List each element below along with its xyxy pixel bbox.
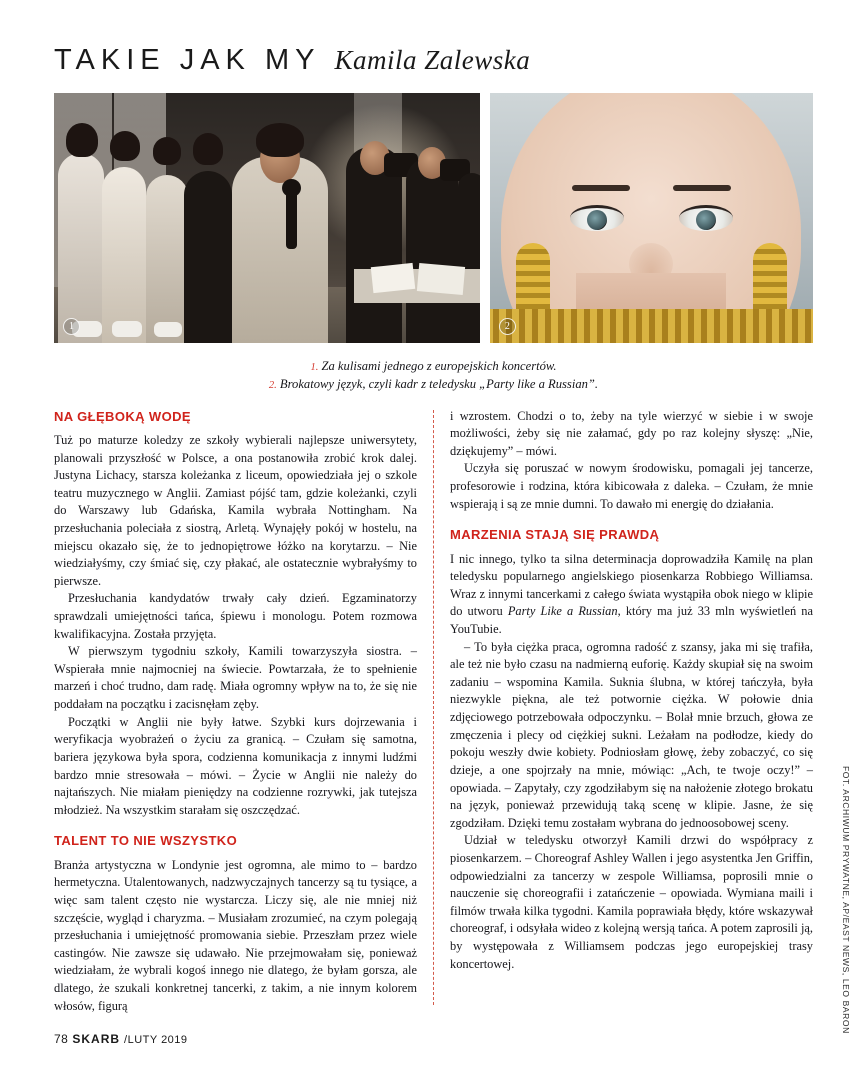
caption-text-2: Brokatowy język, czyli kadr z teledysku „Party like a Russian”. [279, 377, 599, 392]
paragraph: I nic innego, tylko ta silna determinacja doprowadziła Kamilę na plan teledysku popularnego angielskiego piosenkarza Robbiego Williamsa. Wraz z innymi tancerkami z całego świata wystąpiła obok niego w klipie do utworu Party Like a Russian, który ma już 33 mln wyświetleń na YouTubie. [450, 551, 813, 637]
caption-1 [54, 357, 813, 375]
paragraph: Tuż po maturze koledzy ze szkoły wybierali najlepsze uniwersytety, planowali przyszłość w Polsce, a ona postanowiła zrobić krok dalej. Justyna Lichacy, starsza koleżanka z liceum, opowiedziała jej o szkole teatru muzycznego w Anglii. Zamiast pójść tam, gdzie koleżanki, czyli do Warszawy lub Gdańska, Kamila wybrała Nottingham. Na przesłuchania poleciała z siostrą, Arletą. Wynajęły pokój w hostelu, na miejscu okazało się, że to jednopiętrowe łóżko na korytarzu. – Nie wiedziałyśmy, czy śmiać się, czy płakać, ale ostatecznie wybrałyśmy to pierwsze. [54, 432, 417, 588]
tongue-scene [490, 93, 813, 343]
photo-badge-2: 2 [499, 318, 516, 335]
page-title: TAKIE JAK MY [54, 44, 321, 76]
article-author: Kamila Zalewska [334, 45, 531, 75]
photo-captions [54, 357, 813, 394]
right-column [450, 408, 813, 1016]
photo-credit: FOT. ARCHIWUM PRYWATNE, AP/EAST NEWS, LEO BARON [841, 766, 851, 1034]
section-heading-marzenia-staja-sie-prawda: MARZENIA STAJĄ SIĘ PRAWDĄ [450, 527, 660, 543]
backstage-scene [54, 93, 480, 343]
caption-2 [54, 375, 813, 393]
paragraph: – To była ciężka praca, ogromna radość z szansy, jaka mi się trafiła, ale też nie było czasu na nadmierną euforię. Każdy skupiał się na swoim zadaniu – wspomina Kamila. Suknia ślubna, w której tańczyła, była niezwykle piękna, ale też potwornie ciężka. W połowie dnia zdjęciowego potrzebowała odpoczynku. – Bolał mnie brzuch, głowa ze zmęczenia i plecy od ciężkiej sukni. Leżałam na podłodze, kiedy do pokoju weszły dwie kobiety. Podniosłam głowę, żeby zobaczyć, co się dzieje, a one spojrzały na mnie, mówiąc: „Ach, te twoje oczy!” – opowiada. – Zapytały, czy zgodziłabym się na nałożenie złotego brokatu na język, ponieważ przewidują taką scenę w klipie. Jasne, że się zgodziłam. Dzięki temu zostałam wybrana do jednoosobowej sceny. [450, 639, 813, 830]
magazine-brand: SKARB [72, 1032, 121, 1046]
paragraph: i wzrostem. Chodzi o to, żeby na tyle wierzyć w siebie i w swoje możliwości, żeby się nie załamać, gdy po raz kolejny słyszę: „Nie, dziękujemy” – mówi. [450, 408, 813, 458]
section-heading-na-gleboka-wode: NA GŁĘBOKĄ WODĘ [54, 408, 191, 424]
paragraph: Przesłuchania kandydatów trwały cały dzień. Egzaminatorzy sprawdzali umiejętności tańca, śpiewu i monologu. Potem rozmowa kwalifikacyjna. Została przyjęta. [54, 591, 417, 641]
caption-text-1: Za kulisami jednego z europejskich koncertów. [321, 359, 557, 373]
left-column [54, 408, 417, 1016]
paragraph: Udział w teledysku otworzył Kamili drzwi do współpracy z piosenkarzem. – Choreograf Ashley Wallen i jego asystentka Jen Griffin, odpowiedzialni za tancerzy w zespole Williamsa, poprosili mnie o nauczenie się choreografii i zatańczenie – opowiada. Wymiana maili i filmów trwała kilka tygodni. Kamila poprawiała błędy, które wskazywał choreograf, i odsyłała wideo z kolejną wersją tańca. A potem zaprosili ją, by występowała z Williamsem podczas jego europejskiej trasy koncertowej. [450, 833, 813, 971]
paragraph: Branża artystyczna w Londynie jest ogromna, ale mimo to – bardzo hermetyczna. Utalentowanych, nadzwyczajnych tancerzy są tu tysiące, a więc sam talent często nie wystarcza. Liczy się, ale nie mniej niż szczęście, wygląd i charyzma. – Musiałam zrozumieć, na czym polegają przesłuchania i umiejętność promowania siebie. Przeszłam przez wiele castingów. Nie zawsze się udawało. Nie przejmowałam się, ponieważ wiedziałam, że wybrali kogoś innego nie dlatego, że byłam gorsza, ale dlatego, że szukali konkretnej tancerki, z takim, a nie innym kolorem włosów, figurą [54, 857, 417, 1013]
caption-number-2: 2. [268, 380, 277, 392]
page-header [54, 44, 813, 77]
gold-tongue-photo [490, 93, 813, 343]
backstage-photo [54, 93, 480, 343]
paragraph: W pierwszym tygodniu szkoły, Kamili towarzyszyła siostra. – Wspierała mnie najmocniej na świecie. Powtarzała, że to spełnienie marzeń i choć trudno, dam radę. Miała ogromny wpływ na to, że się nie poddałam na początku i zacisnęłam zęby. [54, 644, 417, 712]
section-heading-talent-to-nie-wszystko: TALENT TO NIE WSZYSTKO [54, 833, 238, 849]
caption-number-1: 1. [310, 362, 319, 373]
paragraph: Uczyła się poruszać w nowym środowisku, pomagali jej tancerze, profesorowie i rodzina, która kibicowała z daleka. – Czułam, że mnie wspierają i są ze mnie dumni. To dawało mi energię do działania. [450, 461, 813, 511]
paragraph: Początki w Anglii nie były łatwe. Szybki kurs dojrzewania i weryfikacja wyobrażeń o życiu za granicą. – Czułam się samotna, bariera językowa była spora, codzienna komunikacja z innymi ludźmi bardzo mnie stresowała – mówi. – Życie w Anglii nie należy do najtańszych. Nie miałam pieniędzy na codzienne rozrywki, jak tutejsza młodzież. Na wszystkim starałam się oszczędzać. [54, 714, 417, 817]
article-body [54, 408, 813, 1016]
page-footer [54, 1032, 188, 1046]
photo-badge-1: 1 [63, 318, 80, 335]
page-number: 78 [54, 1032, 69, 1046]
column-divider [433, 410, 434, 1006]
issue-date: /LUTY 2019 [124, 1034, 188, 1046]
photo-row [54, 93, 813, 343]
